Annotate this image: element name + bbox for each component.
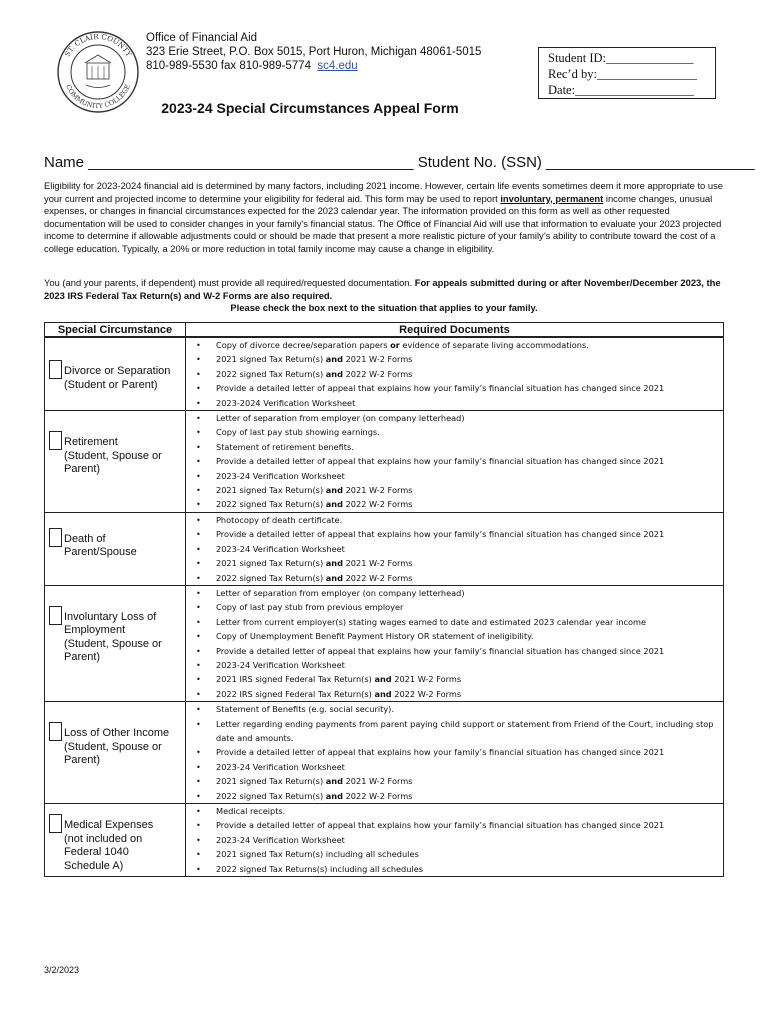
circumstance-label-line: Parent) [64, 754, 101, 767]
document-text: 2021 signed Tax Return(s) [216, 485, 326, 496]
document-text: 2022 W-2 Forms [342, 790, 413, 801]
circumstance-cell [45, 411, 186, 513]
eligibility-paragraph [44, 180, 724, 256]
document-item [186, 556, 723, 570]
document-text: 2022 W-2 Forms [391, 688, 462, 699]
document-connector: and [374, 674, 392, 685]
office-phone [146, 59, 481, 73]
document-text: Letter of separation from employer (on company letterhead) [216, 413, 465, 424]
header-required-documents: Required Documents [186, 323, 724, 338]
document-text: 2022 signed Tax Return(s) [216, 368, 326, 379]
document-text: 2022 W-2 Forms [342, 368, 413, 379]
document-item [186, 586, 723, 600]
circumstance-cell [45, 337, 186, 411]
document-text: Provide a detailed letter of appeal that explains how your family’s financial situation has changed since 2021 [216, 747, 665, 758]
document-item [186, 644, 723, 658]
documents-cell [186, 702, 724, 804]
document-text: 2022 signed Tax Return(s) [216, 499, 326, 510]
document-item [186, 571, 723, 585]
documents-cell [186, 585, 724, 701]
document-item [186, 425, 723, 439]
document-item [186, 352, 723, 366]
document-text: 2021 W-2 Forms [342, 354, 413, 365]
circumstance-checkbox[interactable] [49, 360, 62, 379]
document-text: 2022 W-2 Forms [342, 572, 413, 583]
document-item [186, 469, 723, 483]
document-text: 2021 IRS signed Federal Tax Return(s) [216, 674, 375, 685]
document-text: 2022 IRS signed Federal Tax Return(s) [216, 688, 375, 699]
check-box-instruction: Please check the box next to the situation that applies to your family. [230, 302, 538, 314]
document-text: evidence of separate living accommodations. [399, 340, 589, 350]
document-text: 2021 W-2 Forms [391, 674, 462, 685]
document-text: 2023-24 Verification Worksheet [216, 761, 345, 772]
document-text: Provide a detailed letter of appeal that explains how your family’s financial situation has changed since 2021 [216, 529, 665, 540]
document-item [186, 615, 723, 629]
circumstance-checkbox[interactable] [49, 528, 62, 547]
circumstance-label-line: Retirement [64, 436, 118, 449]
circumstance-checkbox[interactable] [49, 814, 62, 833]
document-connector: and [325, 558, 343, 569]
circumstance-checkbox[interactable] [49, 606, 62, 625]
circumstance-label [64, 819, 153, 873]
document-item [186, 454, 723, 468]
circumstance-label-line: (Student, Spouse or [64, 740, 162, 753]
name-ssn-line[interactable]: Name _______________________________________ Student No. (SSN) _________________________ [44, 154, 755, 171]
circumstance-label-line: Parent/Spouse [64, 546, 137, 559]
form-title: 2023-24 Special Circumstances Appeal Form [161, 100, 459, 116]
document-text: Copy of last pay stub from previous employer [216, 602, 404, 613]
document-text: 2021 W-2 Forms [342, 485, 413, 496]
revision-date: 3/2/2023 [44, 965, 80, 975]
document-item [186, 629, 723, 643]
document-item [186, 483, 723, 497]
circumstance-label-line: Parent) [64, 651, 101, 664]
document-item [186, 600, 723, 614]
document-text: 2023-24 Verification Worksheet [216, 834, 345, 845]
student-id-field[interactable]: Student ID:______________ [548, 51, 694, 65]
circumstance-label-line: Death of [64, 532, 106, 545]
document-item [186, 717, 723, 746]
document-text: 2022 W-2 Forms [342, 499, 413, 510]
circumstance-label [64, 533, 137, 560]
document-text: Medical receipts. [216, 806, 286, 816]
table-row [45, 702, 724, 804]
eligibility-text-b: income changes, unusual expenses, or changes in financial circumstances expected for the 2023 calendar year. The information provided on this form as well as other requested documentation will be used to consider changes in your family's financial status. The Office of Financial Aid will use that information to evaluate your 2023 projected income to determine if allowable adjustments could or should be made that present a more realistic picture of your family’s ability to contribute toward the cost of a college education. Typically, a 20% or more reduction in total family income may cause a change in eligibility. [44, 192, 722, 254]
document-connector: and [325, 776, 343, 787]
circumstance-cell [45, 585, 186, 701]
table-row [45, 512, 724, 585]
table-row [45, 585, 724, 701]
document-text: 2022 signed Tax Return(s) [216, 572, 326, 583]
circumstance-label-line: Federal 1040 [64, 846, 129, 858]
document-item [186, 789, 723, 803]
table-row [45, 337, 724, 411]
document-text: Provide a detailed letter of appeal that explains how your family’s financial situation has changed since 2021 [216, 456, 665, 467]
documentation-text: You (and your parents, if dependent) must provide all required/requested documentation. [44, 277, 415, 288]
circumstance-checkbox[interactable] [49, 722, 62, 741]
circumstance-cell [45, 512, 186, 585]
document-text: 2022 signed Tax Return(s) [216, 790, 326, 801]
document-item [186, 658, 723, 672]
circumstance-cell [45, 804, 186, 877]
circumstance-label [64, 436, 162, 477]
document-item [186, 411, 723, 425]
table-row [45, 804, 724, 877]
document-text: Copy of last pay stub showing earnings. [216, 427, 380, 438]
document-text: 2021 W-2 Forms [342, 558, 413, 569]
document-text: 2023-2024 Verification Worksheet [216, 397, 356, 408]
document-text: 2023-24 Verification Worksheet [216, 659, 345, 670]
documents-cell [186, 804, 724, 877]
document-text: Copy of Unemployment Benefit Payment History OR statement of ineligibility. [216, 631, 534, 642]
document-text: Statement of retirement benefits. [216, 441, 354, 452]
involuntary-permanent-text: involuntary, permanent [500, 192, 604, 204]
svg-text:COMMUNITY COLLEGE: COMMUNITY COLLEGE [64, 83, 132, 111]
office-phone-fax: 810-989-5530 fax 810-989-5774 [146, 60, 311, 72]
document-text: Letter from current employer(s) stating wages earned to date and estimated 2023 calendar year income [216, 616, 646, 627]
website-link[interactable]: sc4.edu [317, 60, 358, 72]
document-item [186, 367, 723, 381]
documents-cell [186, 337, 724, 411]
document-text: 2022 signed Tax Returns(s) including all schedules [216, 863, 424, 874]
document-text: Statement of Benefits (e.g. social security). [216, 704, 394, 715]
office-use-box [538, 47, 716, 99]
document-item [186, 847, 723, 861]
date-field[interactable]: Date:___________________ [548, 83, 694, 97]
document-text: Provide a detailed letter of appeal that explains how your family’s financial situation has changed since 2021 [216, 645, 665, 656]
circumstance-cell [45, 702, 186, 804]
table-row [45, 411, 724, 513]
document-text: 2023-24 Verification Worksheet [216, 543, 345, 554]
document-item [186, 687, 723, 701]
document-text: Letter of separation from employer (on company letterhead) [216, 587, 465, 598]
circumstance-label-line: Involuntary Loss of [64, 610, 157, 623]
circumstance-label-line: (Student, Spouse or [64, 637, 162, 650]
document-item [186, 818, 723, 832]
circumstance-checkbox[interactable] [49, 431, 62, 450]
document-item [186, 672, 723, 686]
document-item [186, 497, 723, 511]
document-item [186, 513, 723, 527]
document-text: Provide a detailed letter of appeal that explains how your family’s financial situation has changed since 2021 [216, 383, 665, 394]
document-connector: and [325, 368, 343, 379]
document-item [186, 774, 723, 788]
document-item [186, 833, 723, 847]
document-text: 2021 W-2 Forms [342, 776, 413, 787]
document-text: 2021 signed Tax Return(s) [216, 558, 326, 569]
document-text: Copy of divorce decree/separation papers [216, 340, 391, 350]
document-connector: and [325, 354, 343, 365]
office-name: Office of Financial Aid [146, 32, 258, 44]
office-address-block [146, 31, 481, 73]
document-connector: and [325, 790, 343, 801]
document-item [186, 745, 723, 759]
documentation-paragraph [44, 277, 724, 315]
document-connector: and [325, 572, 343, 583]
office-address: 323 Erie Street, P.O. Box 5015, Port Huron, Michigan 48061-5015 [146, 46, 482, 58]
circumstance-label-line: (not included on [64, 832, 143, 845]
document-item [186, 440, 723, 454]
circumstance-label [64, 727, 169, 768]
late-appeal-note: For appeals submitted during or after November/December 2023, the 2023 IRS Federal Tax Return(s) and W-2 Forms are also required. [44, 277, 721, 301]
eligibility-text-a: Eligibility for 2023-2024 financial aid is determined by many factors, including 2021 income. However, certain life events sometimes deem it more appropriate to use your current and projected income to determine your eligibility for federal aid. This form may be used to report [44, 180, 723, 204]
circumstance-label-line: Employment [64, 624, 126, 637]
document-text: Letter regarding ending payments from parent paying child support or statement from Friend of the Court, including stop date and amounts. [216, 718, 714, 743]
document-item [186, 338, 723, 352]
documents-cell [186, 512, 724, 585]
circumstances-table [44, 322, 724, 877]
document-connector: and [325, 485, 343, 496]
document-item [186, 527, 723, 541]
circumstance-label [64, 365, 170, 392]
document-connector: or [390, 340, 400, 350]
circumstance-label [64, 611, 162, 665]
document-item [186, 862, 723, 876]
circumstance-label-line: (Student or Parent) [64, 378, 158, 391]
document-item [186, 381, 723, 395]
document-text: Photocopy of death certificate. [216, 514, 343, 525]
circumstance-label-line: Parent) [64, 463, 101, 476]
document-text: 2021 signed Tax Return(s) including all schedules [216, 849, 419, 860]
document-connector: and [325, 499, 343, 510]
document-text: 2021 signed Tax Return(s) [216, 354, 326, 365]
circumstance-label-line: Divorce or Separation [64, 365, 171, 377]
documents-cell [186, 411, 724, 513]
circumstance-label-line: Schedule A) [64, 859, 124, 872]
circumstance-label-line: Medical Expenses [64, 819, 154, 831]
circumstance-label-line: (Student, Spouse or [64, 449, 162, 462]
circumstance-label-line: Loss of Other Income [64, 727, 170, 740]
document-item [186, 542, 723, 556]
document-text: 2023-24 Verification Worksheet [216, 470, 345, 481]
svg-text:ST. CLAIR COUNTY: ST. CLAIR COUNTY [62, 31, 134, 59]
recd-by-field[interactable]: Rec’d by:________________ [548, 67, 697, 81]
document-item [186, 396, 723, 410]
header-special-circumstance: Special Circumstance [45, 323, 186, 338]
document-text: Provide a detailed letter of appeal that explains how your family’s financial situation has changed since 2021 [216, 820, 665, 831]
document-item [186, 702, 723, 716]
document-item [186, 804, 723, 818]
document-connector: and [374, 688, 392, 699]
document-text: 2021 signed Tax Return(s) [216, 776, 326, 787]
document-item [186, 760, 723, 774]
